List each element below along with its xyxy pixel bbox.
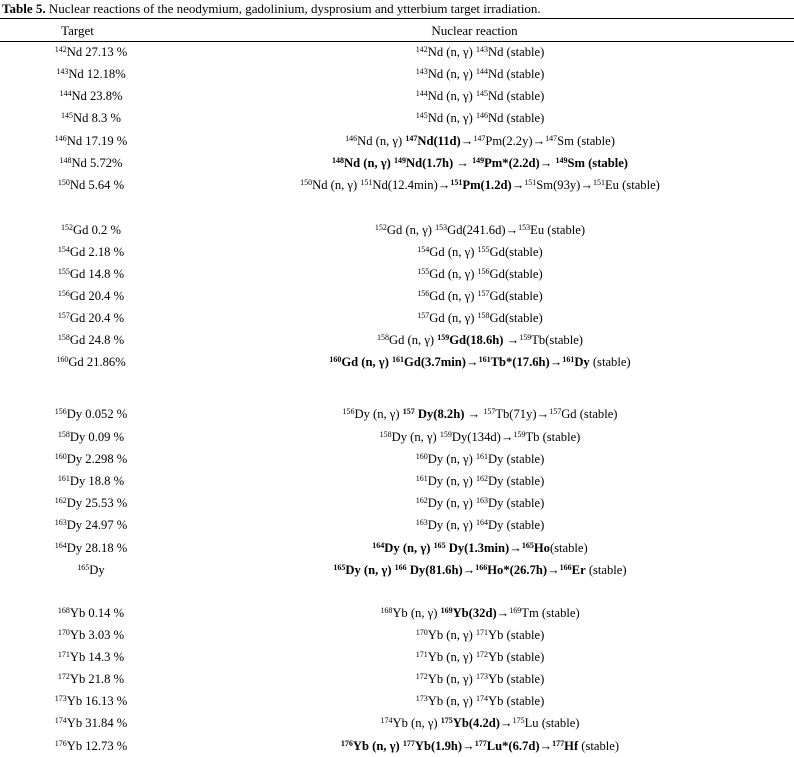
target-text: Gd 24.8 % <box>69 333 125 347</box>
reaction-text: Tb(stable) <box>531 333 583 347</box>
reaction-mass-number: 153 <box>435 223 448 232</box>
reaction-mass-number: 152 <box>374 223 387 232</box>
reaction-text: Nd (stable) <box>487 111 545 125</box>
reaction-text: Gd(stable) <box>489 245 543 259</box>
reaction-mass-number: 168 <box>380 606 393 615</box>
reaction-text: Dy (n, γ) <box>354 407 403 421</box>
reaction-text: → <box>464 407 484 421</box>
reaction-text: Dy <box>574 355 590 369</box>
reaction-mass-number: 154 <box>417 245 430 254</box>
reaction-cell <box>155 263 794 285</box>
reaction-text: Ho*(26.7h)→ <box>487 563 560 577</box>
reaction-text: Gd (n, γ) <box>341 355 393 369</box>
reaction-mass-number: 156 <box>477 267 490 276</box>
reaction-text: Pm*(2.2d)→ <box>484 156 556 170</box>
reaction-cell <box>155 351 794 373</box>
header-target: Target <box>61 23 94 38</box>
table-row <box>0 426 794 448</box>
reaction-mass-number: 165 <box>433 541 446 550</box>
reaction-mass-number: 169 <box>440 606 453 615</box>
reaction-text: Dy (n, γ) <box>384 541 434 555</box>
reaction-text: Gd (n, γ) <box>386 223 436 237</box>
target-mass-number: 156 <box>57 289 70 298</box>
target-text: Gd 0.2 % <box>73 223 121 237</box>
reaction-text: Ho <box>533 541 550 555</box>
reaction-text: Dy (n, γ) <box>427 496 476 510</box>
table-row <box>0 152 794 174</box>
reaction-cell <box>155 219 794 241</box>
reaction-text: Sm (stable) <box>557 134 615 148</box>
reaction-mass-number: 161 <box>562 355 575 364</box>
reaction-text: Nd (n, γ) <box>344 156 394 170</box>
target-text: Dy <box>89 563 105 577</box>
reaction-mass-number: 158 <box>379 430 392 439</box>
reaction-mass-number: 157 <box>402 407 415 416</box>
reaction-text: Nd (n, γ) <box>312 178 361 192</box>
reaction-text: Tb (stable) <box>525 430 581 444</box>
reaction-text: Sm (stable) <box>567 156 628 170</box>
target-text: Yb 14.3 % <box>69 650 125 664</box>
table-row <box>0 403 794 425</box>
reaction-mass-number: 166 <box>475 563 488 572</box>
reaction-cell <box>155 426 794 448</box>
reaction-mass-number: 166 <box>394 563 407 572</box>
reaction-mass-number: 174 <box>475 694 488 703</box>
target-text: Nd 8.3 % <box>73 111 121 125</box>
reaction-cell <box>155 152 794 174</box>
reaction-mass-number: 162 <box>415 496 428 505</box>
reaction-mass-number: 148 <box>332 156 344 165</box>
reaction-cell <box>155 559 794 581</box>
reaction-text: Gd (n, γ) <box>429 267 478 281</box>
reaction-mass-number: 151 <box>450 178 463 187</box>
reaction-mass-number: 160 <box>415 452 428 461</box>
reaction-cell <box>155 329 794 351</box>
reaction-text: Dy(81.6h)→ <box>406 563 476 577</box>
reaction-mass-number: 147 <box>545 134 558 143</box>
reaction-text: Er <box>571 563 586 577</box>
target-mass-number: 146 <box>54 134 67 143</box>
reaction-mass-number: 151 <box>360 178 373 187</box>
reaction-cell <box>155 514 794 536</box>
reaction-mass-number: 149 <box>555 156 568 165</box>
target-mass-number: 163 <box>54 518 67 527</box>
reaction-cell <box>155 41 794 63</box>
target-mass-number: 174 <box>54 716 67 725</box>
table-row <box>0 646 794 668</box>
target-text: Dy 18.8 % <box>69 474 125 488</box>
reaction-mass-number: 157 <box>483 407 496 416</box>
reaction-mass-number: 161 <box>392 355 405 364</box>
table-row <box>0 690 794 712</box>
reaction-mass-number: 143 <box>475 45 488 54</box>
reaction-text: (stable) <box>585 563 627 577</box>
target-mass-number: 161 <box>57 474 70 483</box>
table-row <box>0 448 794 470</box>
table-row <box>0 329 794 351</box>
reaction-mass-number: 145 <box>475 89 488 98</box>
reaction-text: Dy (stable) <box>487 496 545 510</box>
reaction-cell <box>155 537 794 559</box>
target-mass-number: 160 <box>54 452 67 461</box>
reaction-text: (stable) <box>549 541 588 555</box>
reaction-cell <box>155 285 794 307</box>
reaction-mass-number: 177 <box>552 739 565 748</box>
reaction-mass-number: 146 <box>345 134 358 143</box>
reaction-cell <box>155 624 794 646</box>
reaction-mass-number: 143 <box>415 67 428 76</box>
target-mass-number: 160 <box>56 355 69 364</box>
reaction-cell <box>155 130 794 152</box>
table-row <box>0 107 794 129</box>
reaction-cell <box>155 712 794 734</box>
table-row <box>0 559 794 581</box>
target-mass-number: 165 <box>77 563 90 572</box>
reaction-mass-number: 157 <box>549 407 562 416</box>
reaction-text: Yb(4.2d) <box>452 716 500 730</box>
reaction-cell <box>155 492 794 514</box>
reaction-text: Gd (n, γ) <box>389 333 438 347</box>
reaction-mass-number: 177 <box>402 739 415 748</box>
reaction-mass-number: 171 <box>415 650 428 659</box>
table-row <box>0 624 794 646</box>
reaction-mass-number: 155 <box>477 245 490 254</box>
reaction-text: Nd(12.4min)→ <box>372 178 451 192</box>
reaction-cell <box>155 448 794 470</box>
header-reaction: Nuclear reaction <box>431 23 518 38</box>
table-caption <box>2 1 541 17</box>
reaction-text: Gd (n, γ) <box>429 311 478 325</box>
reaction-cell <box>155 602 794 624</box>
target-mass-number: 176 <box>54 739 67 748</box>
reaction-mass-number: 163 <box>475 496 488 505</box>
target-text: Yb 16.13 % <box>66 694 128 708</box>
reaction-mass-number: 165 <box>333 563 346 572</box>
reaction-mass-number: 153 <box>518 223 531 232</box>
reaction-text: Yb (stable) <box>487 628 545 642</box>
reaction-text: (stable) <box>589 355 631 369</box>
reaction-mass-number: 157 <box>417 311 430 320</box>
reaction-mass-number: 173 <box>475 672 488 681</box>
reaction-mass-number: 174 <box>380 716 393 725</box>
reaction-text: Eu (stable) <box>530 223 586 237</box>
reaction-cell <box>155 63 794 85</box>
target-mass-number: 158 <box>57 430 70 439</box>
table-row <box>0 285 794 307</box>
reaction-text: Dy (n, γ) <box>427 452 476 466</box>
reaction-mass-number: 177 <box>474 739 487 748</box>
reaction-text: Eu (stable) <box>604 178 660 192</box>
reaction-mass-number: 159 <box>513 430 526 439</box>
table-caption-text: Nuclear reactions of the neodymium, gadolinium, dysprosium and ytterbium target irradiation. <box>45 1 541 16</box>
target-text: Nd 27.13 % <box>66 45 128 59</box>
target-text: Dy 0.052 % <box>66 407 128 421</box>
target-mass-number: 150 <box>57 178 70 187</box>
reaction-text: Yb (n, γ) <box>427 628 476 642</box>
target-mass-number: 172 <box>57 672 70 681</box>
reaction-text: Sm(93y)→ <box>536 178 593 192</box>
target-text: Yb 21.8 % <box>69 672 125 686</box>
target-text: Yb 0.14 % <box>69 606 125 620</box>
reaction-mass-number: 159 <box>439 430 452 439</box>
reaction-mass-number: 160 <box>329 355 342 364</box>
target-text: Yb 3.03 % <box>69 628 125 642</box>
reaction-mass-number: 173 <box>415 694 428 703</box>
target-text: Nd 23.8% <box>71 89 123 103</box>
reaction-text: Nd (n, γ) <box>427 67 476 81</box>
reaction-mass-number: 147 <box>473 134 486 143</box>
reaction-text: Nd (stable) <box>487 67 545 81</box>
reaction-text: Pm(1.2d) <box>462 178 512 192</box>
reaction-text: Gd (n, γ) <box>429 289 478 303</box>
reaction-text: Nd (n, γ) <box>427 45 476 59</box>
target-mass-number: 154 <box>57 245 70 254</box>
target-mass-number: 155 <box>57 267 70 276</box>
reaction-mass-number: 161 <box>478 355 491 364</box>
target-mass-number: 168 <box>57 606 70 615</box>
reaction-text: Dy (n, γ) <box>391 430 440 444</box>
target-text: Gd 21.86% <box>68 355 126 369</box>
reaction-mass-number: 164 <box>475 518 488 527</box>
reaction-text: Yb (stable) <box>487 694 545 708</box>
target-mass-number: 170 <box>57 628 70 637</box>
reaction-text: (stable) <box>578 739 620 753</box>
target-text: Nd 5.64 % <box>69 178 125 192</box>
reaction-text: → <box>499 716 513 730</box>
table-row <box>0 219 794 241</box>
reaction-text: Pm(2.2y)→ <box>485 134 546 148</box>
reaction-text: Nd (n, γ) <box>427 111 476 125</box>
reaction-text: Dy (n, γ) <box>427 518 476 532</box>
reaction-text: Gd(3.7min)→ <box>404 355 479 369</box>
target-mass-number: 156 <box>54 407 67 416</box>
reaction-text: Gd(18.6h) <box>449 333 504 347</box>
target-text: Gd 14.8 % <box>69 267 125 281</box>
table-row <box>0 602 794 624</box>
table-row <box>0 668 794 690</box>
reaction-mass-number: 172 <box>415 672 428 681</box>
reaction-text: Dy (stable) <box>487 452 545 466</box>
reaction-text: Nd(1.7h) → <box>405 156 473 170</box>
top-rule <box>0 18 794 19</box>
reaction-text: Yb (n, γ) <box>427 650 476 664</box>
reaction-text: Yb(32d) <box>452 606 497 620</box>
reaction-mass-number: 142 <box>415 45 428 54</box>
table-row <box>0 537 794 559</box>
target-mass-number: 144 <box>59 89 72 98</box>
reaction-cell <box>155 241 794 263</box>
reaction-mass-number: 165 <box>521 541 534 550</box>
reaction-text: Nd(11d) <box>417 134 461 148</box>
reaction-cell <box>155 85 794 107</box>
reaction-text: Hf <box>564 739 579 753</box>
reaction-mass-number: 144 <box>415 89 428 98</box>
reaction-text: Yb (stable) <box>487 650 545 664</box>
reaction-mass-number: 161 <box>475 452 488 461</box>
reaction-cell <box>155 690 794 712</box>
reaction-mass-number: 158 <box>477 311 490 320</box>
reaction-mass-number: 159 <box>519 333 532 342</box>
reaction-cell <box>155 646 794 668</box>
reaction-text: → <box>460 134 474 148</box>
reaction-text: Tb*(17.6h)→ <box>490 355 563 369</box>
reaction-mass-number: 149 <box>472 156 485 165</box>
target-mass-number: 164 <box>54 541 67 550</box>
reaction-text: Dy (n, γ) <box>345 563 395 577</box>
reaction-text: Gd(241.6d)→ <box>447 223 519 237</box>
reaction-text: Nd (n, γ) <box>427 89 476 103</box>
reaction-mass-number: 166 <box>559 563 572 572</box>
reaction-text: Yb (n, γ) <box>352 739 403 753</box>
reaction-text: Lu (stable) <box>524 716 580 730</box>
reaction-mass-number: 161 <box>415 474 428 483</box>
target-mass-number: 157 <box>57 311 70 320</box>
table-row <box>0 174 794 196</box>
reaction-mass-number: 156 <box>342 407 355 416</box>
reaction-cell <box>155 107 794 129</box>
table-row <box>0 470 794 492</box>
target-text: Nd 12.18% <box>68 67 126 81</box>
reaction-text: Gd(stable) <box>489 311 543 325</box>
reaction-cell <box>155 174 794 196</box>
reaction-mass-number: 147 <box>405 134 418 143</box>
reaction-text: Dy (n, γ) <box>427 474 476 488</box>
target-mass-number: 173 <box>54 694 67 703</box>
reaction-text: Nd (n, γ) <box>357 134 406 148</box>
reaction-mass-number: 171 <box>475 628 488 637</box>
table-row <box>0 351 794 373</box>
reaction-mass-number: 169 <box>509 606 522 615</box>
reaction-mass-number: 176 <box>340 739 353 748</box>
reaction-mass-number: 157 <box>477 289 490 298</box>
reaction-cell <box>155 735 794 757</box>
reaction-mass-number: 151 <box>524 178 537 187</box>
reaction-text: → <box>503 333 520 347</box>
reaction-mass-number: 149 <box>393 156 406 165</box>
target-text: Dy 24.97 % <box>66 518 128 532</box>
reaction-mass-number: 175 <box>440 716 453 725</box>
target-text: Gd 2.18 % <box>69 245 125 259</box>
reaction-text: Dy (stable) <box>487 474 545 488</box>
table-row <box>0 514 794 536</box>
reaction-text: Yb (n, γ) <box>392 716 441 730</box>
reaction-text: Tm (stable) <box>521 606 580 620</box>
reaction-mass-number: 175 <box>512 716 525 725</box>
reaction-mass-number: 163 <box>415 518 428 527</box>
reaction-mass-number: 150 <box>300 178 313 187</box>
table-row <box>0 735 794 757</box>
reaction-text: Dy(1.3min)→ <box>445 541 522 555</box>
reaction-text: Tb(71y)→ <box>495 407 550 421</box>
reaction-cell <box>155 403 794 425</box>
target-text: Dy 0.09 % <box>69 430 125 444</box>
table-row <box>0 492 794 514</box>
reaction-text: → <box>496 606 510 620</box>
target-text: Dy 2.298 % <box>66 452 128 466</box>
target-mass-number: 162 <box>54 496 67 505</box>
table-caption-label: Table 5. <box>2 1 46 16</box>
reaction-text: Nd (stable) <box>487 45 545 59</box>
target-text: Nd 17.19 % <box>66 134 128 148</box>
target-mass-number: 145 <box>61 111 74 120</box>
reaction-text: Gd(stable) <box>489 267 543 281</box>
reaction-text: Dy(134d)→ <box>451 430 514 444</box>
reaction-mass-number: 162 <box>475 474 488 483</box>
reaction-mass-number: 145 <box>415 111 428 120</box>
reaction-text: Yb (n, γ) <box>427 694 476 708</box>
table-row <box>0 712 794 734</box>
table-row <box>0 63 794 85</box>
table-row <box>0 85 794 107</box>
reaction-cell <box>155 668 794 690</box>
reaction-text: Nd (stable) <box>487 89 545 103</box>
table-row <box>0 130 794 152</box>
target-text: Dy 28.18 % <box>66 541 128 555</box>
reaction-text: Gd (stable) <box>561 407 618 421</box>
reaction-mass-number: 164 <box>372 541 385 550</box>
reaction-cell <box>155 470 794 492</box>
target-mass-number: 158 <box>57 333 70 342</box>
target-mass-number: 142 <box>54 45 67 54</box>
reaction-text: Gd (n, γ) <box>429 245 478 259</box>
reaction-text: Yb (stable) <box>487 672 545 686</box>
target-text: Yb 12.73 % <box>66 739 128 753</box>
target-mass-number: 143 <box>56 67 69 76</box>
reaction-text: Yb (n, γ) <box>392 606 441 620</box>
target-text: Yb 31.84 % <box>66 716 128 730</box>
reaction-mass-number: 146 <box>475 111 488 120</box>
table-row <box>0 263 794 285</box>
reaction-mass-number: 151 <box>592 178 605 187</box>
reaction-text: Lu*(6.7d)→ <box>486 739 553 753</box>
reaction-text: Yb(1.9h)→ <box>414 739 475 753</box>
reaction-mass-number: 155 <box>417 267 430 276</box>
reaction-mass-number: 156 <box>417 289 430 298</box>
reaction-mass-number: 158 <box>377 333 389 342</box>
reaction-mass-number: 144 <box>475 67 488 76</box>
target-text: Dy 25.53 % <box>66 496 128 510</box>
table-row <box>0 307 794 329</box>
reaction-mass-number: 159 <box>437 333 450 342</box>
reaction-text: → <box>511 178 525 192</box>
reaction-cell <box>155 307 794 329</box>
reaction-mass-number: 170 <box>415 628 428 637</box>
reaction-text: Dy (stable) <box>487 518 545 532</box>
target-mass-number: 171 <box>57 650 70 659</box>
reaction-text: Yb (n, γ) <box>427 672 476 686</box>
target-text: Gd 20.4 % <box>69 311 125 325</box>
target-mass-number: 148 <box>59 156 72 165</box>
target-text: Nd 5.72% <box>71 156 123 170</box>
table-row <box>0 241 794 263</box>
reaction-text: Dy(8.2h) <box>414 407 465 421</box>
target-text: Gd 20.4 % <box>69 289 125 303</box>
reaction-mass-number: 172 <box>475 650 488 659</box>
target-mass-number: 152 <box>61 223 74 232</box>
reaction-text: Gd(stable) <box>489 289 543 303</box>
table-row <box>0 41 794 63</box>
